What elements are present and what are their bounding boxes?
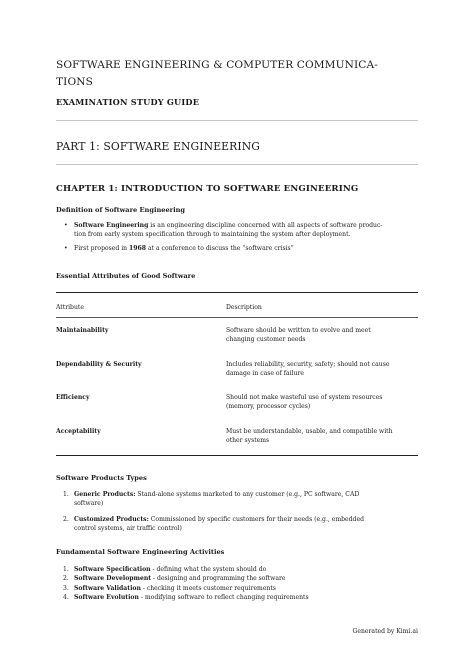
activities-list <box>56 565 418 603</box>
definition-list <box>56 221 418 253</box>
term: Generic Products: <box>74 491 136 498</box>
description-line: Should not make wasteful use of system resources <box>226 394 383 401</box>
definition-text-line-1: is an engineering discipline concerned with all aspects of software produc- <box>148 222 383 229</box>
table-rule-top <box>56 292 418 293</box>
part-title: PART 1: SOFTWARE ENGINEERING <box>56 140 261 153</box>
document-title <box>56 57 418 91</box>
item-text-line-1: Stand-alone systems marketed to any customer (e.g., PC software, CAD <box>135 491 360 498</box>
description-line: Software should be written to evolve and meet <box>226 327 371 334</box>
divider <box>56 120 418 121</box>
term: Software Evolution <box>74 594 139 602</box>
item-text-line-2: software) <box>74 500 104 508</box>
table-rule-header <box>56 317 418 318</box>
document-page <box>56 0 418 669</box>
list-item <box>56 515 418 534</box>
item-text: - designing and programming the software <box>151 575 286 583</box>
item-number: 1. <box>63 491 69 498</box>
item-number: 1. <box>63 566 69 573</box>
year: 1968 <box>129 244 147 252</box>
item-text: - modifying software to reflect changing requirements <box>138 594 309 602</box>
list-item <box>56 221 418 240</box>
attribute-name: Efficiency <box>56 394 90 401</box>
bullet-icon: • <box>64 222 68 229</box>
description-line: changing customer needs <box>226 336 306 344</box>
description-line: (memory, processor cycles) <box>226 403 311 411</box>
text: at a conference to discuss the “software crisis” <box>146 244 294 252</box>
term: Customized Products: <box>74 515 149 523</box>
attribute-name: Dependability & Security <box>56 361 142 368</box>
item-number: 2. <box>63 575 69 583</box>
list-item <box>56 244 418 253</box>
footer-attribution: Generated by Kimi.ai <box>352 628 418 635</box>
attribute-name: Acceptability <box>56 428 101 435</box>
description-line: damage in case of failure <box>226 370 305 378</box>
term: Software Engineering <box>74 222 149 229</box>
item-number: 3. <box>63 584 69 592</box>
term: Software Validation <box>74 584 141 592</box>
product-types-list <box>56 490 418 534</box>
list-item <box>56 593 418 602</box>
item-text-line-1: Commissioned by specific customers for their needs (e.g., embedded <box>148 515 364 523</box>
list-item <box>56 565 418 574</box>
document-title-line-1: SOFTWARE ENGINEERING & COMPUTER COMMUNICA- <box>56 59 378 71</box>
bullet-icon: • <box>64 244 68 252</box>
attribute-name: Maintainability <box>56 327 109 334</box>
item-text: - checking it meets customer requirements <box>140 584 276 592</box>
item-number: 2. <box>63 515 69 523</box>
attribute-description <box>226 393 418 412</box>
section-heading-attributes: Essential Attributes of Good Software <box>56 272 196 280</box>
section-heading-product-types: Software Products Types <box>56 474 147 482</box>
item-number: 4. <box>63 594 69 602</box>
list-item <box>56 490 418 509</box>
attribute-description <box>226 326 418 345</box>
description-line: Includes reliability, security, safety; should not cause <box>226 361 390 368</box>
list-item <box>56 584 418 593</box>
term: Software Specification <box>74 566 151 573</box>
divider <box>56 164 418 165</box>
document-title-line-2: TIONS <box>56 76 93 88</box>
column-header-attribute: Attribute <box>56 304 84 311</box>
description-line: other systems <box>226 437 270 445</box>
document-subtitle: EXAMINATION STUDY GUIDE <box>56 97 200 107</box>
list-item <box>56 574 418 583</box>
column-header-description: Description <box>226 304 262 311</box>
description-line: Must be understandable, usable, and compatible with <box>226 428 393 435</box>
definition-text-line-2: tion from early system specification through to maintaining the system after deployment. <box>74 231 351 239</box>
chapter-title: CHAPTER 1: INTRODUCTION TO SOFTWARE ENGINEERING <box>56 184 359 194</box>
table-rule-bottom <box>56 455 418 456</box>
section-heading-definition: Definition of Software Engineering <box>56 206 186 214</box>
attribute-description <box>226 427 418 446</box>
text: First proposed in <box>74 244 130 252</box>
section-heading-activities: Fundamental Software Engineering Activities <box>56 548 225 556</box>
term: Software Development <box>74 575 152 583</box>
attribute-description <box>226 360 418 379</box>
item-text: - defining what the system should do <box>150 566 267 573</box>
item-text-line-2: control systems, air traffic control) <box>74 525 182 533</box>
